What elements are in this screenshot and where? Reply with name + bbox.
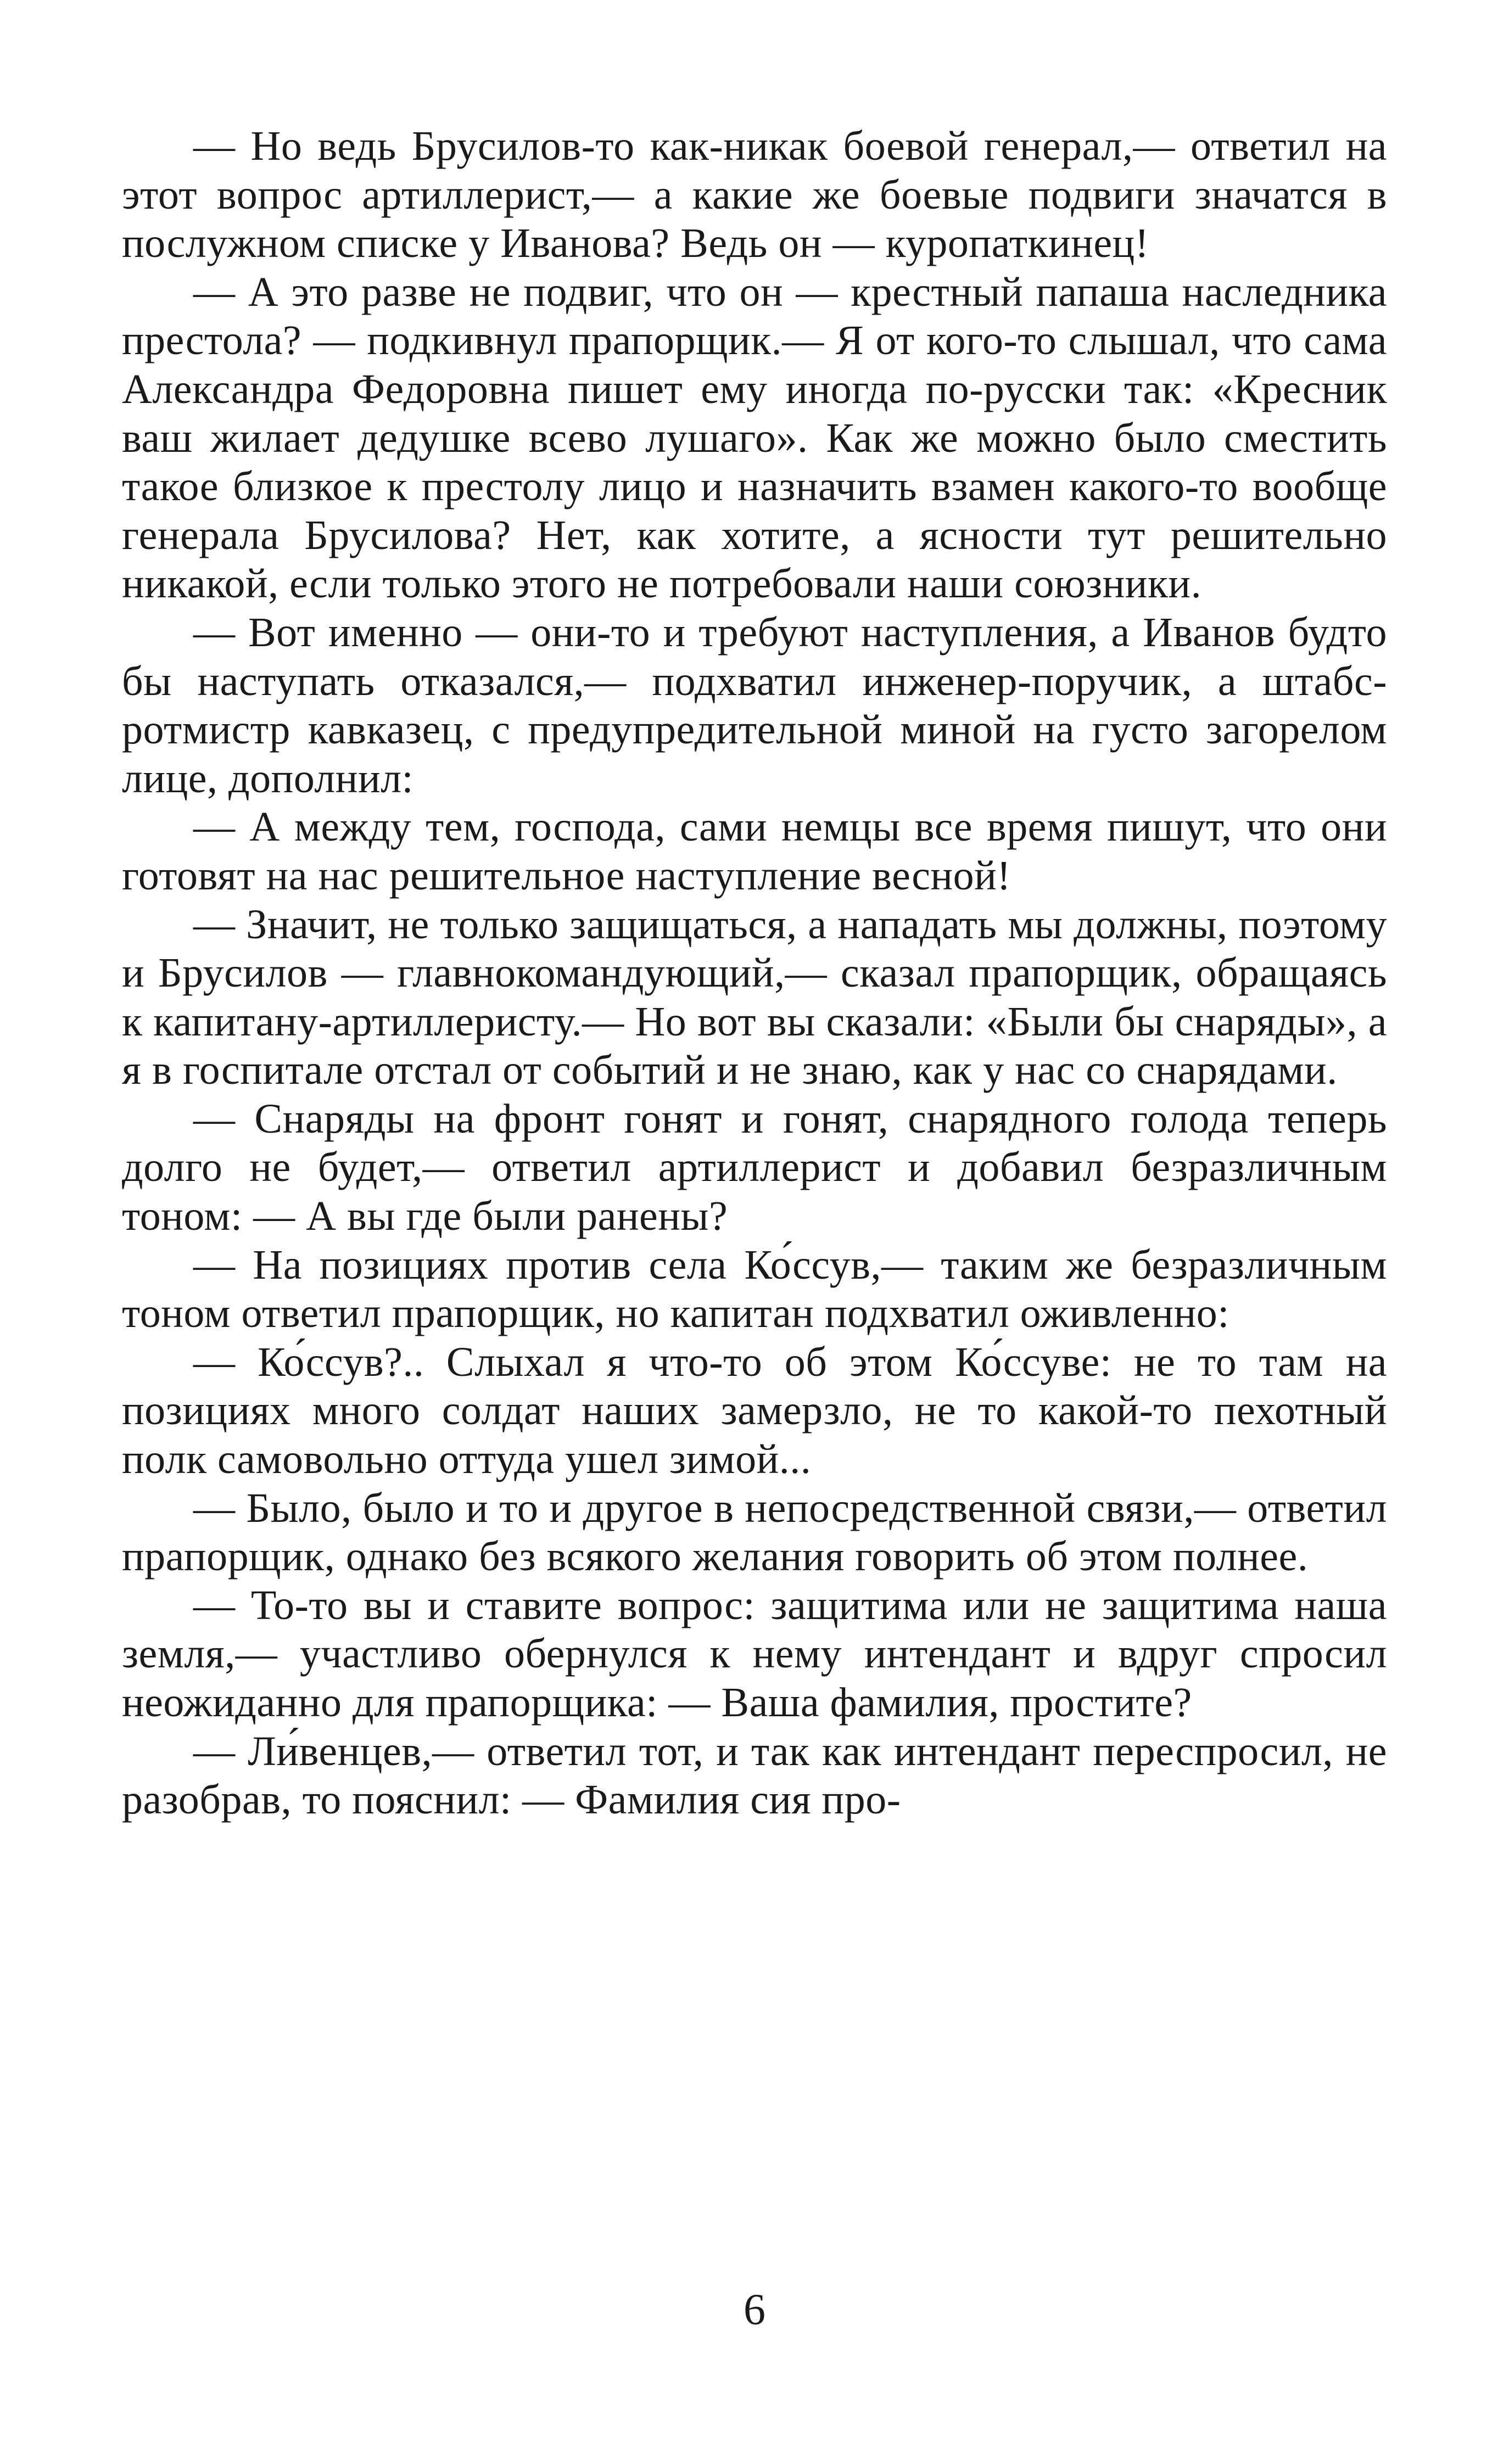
paragraph: — То-то вы и ставите вопрос: защитима или не защитима наша земля,— участливо обернулся к нему интендант и вдруг спросил неожиданно для прапорщика: — Ваша фамилия, простите? bbox=[122, 1582, 1387, 1726]
paragraph: — А это разве не подвиг, что он — крестный папаша наследника престола? — подкивнул прапорщик.— Я от кого-то слышал, что сама Александра Федоровна пишет ему иногда по-русски так: «Кресник ваш жилает дедушке всево лушаго». Как же можно было сместить такое близкое к престолу лицо и назначить взамен какого-то вообще генерала Брусилова? Нет, как хотите, а ясности тут решительно никакой, если только этого не потребовали наши союзники. bbox=[122, 268, 1387, 607]
paragraph: — А между тем, господа, сами немцы все время пишут, что они готовят на нас решительное наступление весной! bbox=[122, 804, 1387, 899]
page-number: 6 bbox=[744, 2286, 765, 2334]
paragraph: — На позициях против села Ко́ссув,— таким же безразличным тоном ответил прапорщик, но капитан подхватил оживленно: bbox=[122, 1241, 1387, 1337]
paragraph: — Было, было и то и другое в непосредственной связи,— ответил прапорщик, однако без всякого желания говорить об этом полнее. bbox=[122, 1485, 1387, 1580]
paragraph: — Снаряды на фронт гонят и гонят, снарядного голода теперь долго не будет,— ответил артиллерист и добавил безразличным тоном: — А вы где были ранены? bbox=[122, 1095, 1387, 1240]
paragraph: — Ли́венцев,— ответил тот, и так как интендант переспросил, не разобрав, то пояснил: — Фамилия сия про- bbox=[122, 1728, 1387, 1823]
paragraph: — Значит, не только защищаться, а нападать мы должны, поэтому и Брусилов — главнокомандующий,— сказал прапорщик, обращаясь к капитану-артиллеристу.— Но вот вы сказали: «Были бы снаряды», а я в госпитале отстал от событий и не знаю, как у нас со снарядами. bbox=[122, 901, 1387, 1094]
page-body bbox=[122, 122, 1387, 1824]
paragraph: — Вот именно — они-то и требуют наступления, а Иванов будто бы наступать отказался,— подхватил инженер-поручик, а штабс-ротмистр кавказец, с предупредительной миной на густо загорелом лице, дополнил: bbox=[122, 609, 1387, 802]
paragraph: — Но ведь Брусилов-то как-никак боевой генерал,— ответил на этот вопрос артиллерист,— а какие же боевые подвиги значатся в послужном списке у Иванова? Ведь он — куропаткинец! bbox=[122, 123, 1387, 267]
paragraph: — Ко́ссув?.. Слыхал я что-то об этом Ко́ссуве: не то там на позициях много солдат наших замерзло, не то какой-то пехотный полк самовольно оттуда ушел зимой... bbox=[122, 1339, 1387, 1483]
